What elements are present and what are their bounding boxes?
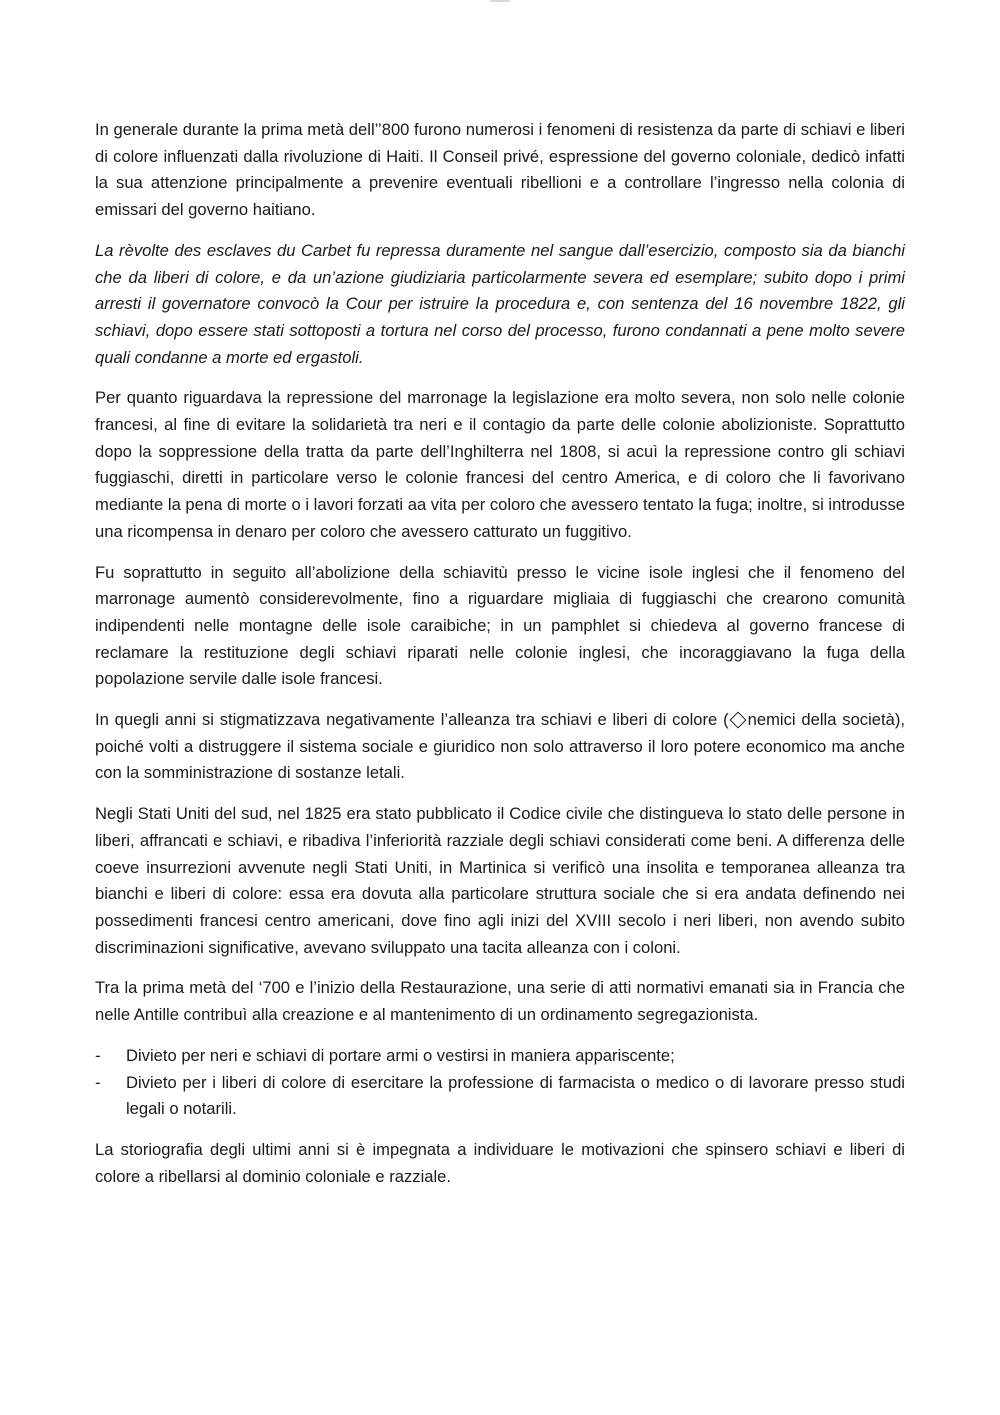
paragraph-carbet-revolt: La rèvolte des esclaves du Carbet fu repressa duramente nel sangue dall’esercizio, composto sia da bianchi che da liberi di colore, e da un’azione giudiziaria particolarmente severa ed esemplare; subito dopo i primi arresti il governatore convocò la Cour per istruire la procedura e, con sentenza del 16 novembre 1822, gli schiavi, dopo essere stati sottoposti a tortura nel corso del processo, furono condannati a pene molto severe quali condanne a morte ed ergastoli. <box>95 240 905 367</box>
list-item <box>95 1070 905 1123</box>
paragraph-alliance-text-end: nemici della società), poiché volti a distruggere il sistema sociale e giuridico non solo attraverso il loro potere economico ma anche con la somministrazione di sostanze letali. <box>95 710 905 783</box>
document-body <box>95 117 905 1204</box>
paragraph-haiti-resistance: In generale durante la prima metà dell’’800 furono numerosi i fenomeni di resistenza da parte di schiavi e liberi di colore influenzati dalla rivoluzione di Haiti. Il Conseil privé, espressione del governo coloniale, dedicò infatti la sua attenzione principalmente a prevenire eventuali ribellioni e a controllare l’ingresso nella colonia di emissari del governo haitiano. <box>95 120 905 220</box>
paragraph-marronage-repression: Per quanto riguardava la repressione del marronage la legislazione era molto severa, non solo nelle colonie francesi, al fine di evitare la solidarietà tra neri e il contagio da parte delle colonie abolizioniste. Soprattutto dopo la soppressione della tratta da parte dell’Inghilterra nel 1808, si acuì la repressione contro gli schiavi fuggiaschi, diretti in particolare verso le colonie francesi del centro America, e di coloro che li favorivano mediante la pena di morte o i lavori forzati aa vita per coloro che avessero tentato la fuga; inoltre, si introdusse una ricompensa in denaro per coloro che avessero catturato un fuggitivo. <box>95 388 905 541</box>
list-item <box>95 1043 905 1070</box>
prohibitions-list <box>95 1043 905 1123</box>
list-item-text: Divieto per i liberi di colore di esercitare la professione di farmacista o medico o di lavorare presso studi legali o notarili. <box>126 1072 905 1119</box>
paragraph-historiography: La storiografia degli ultimi anni si è impegnata a individuare le motivazioni che spinsero schiavi e liberi di colore a ribellarsi al dominio coloniale e razziale. <box>95 1139 905 1186</box>
header-mark <box>490 0 510 2</box>
bullet-dash: - <box>95 1045 101 1065</box>
list-item-text: Divieto per neri e schiavi di portare armi o vestirsi in maniera appariscente; <box>126 1045 675 1065</box>
paragraph-alliance-text-start: In quegli anni si stigmatizzava negativamente l’alleanza tra schiavi e liberi di colore ( <box>95 710 729 730</box>
bullet-dash: - <box>95 1072 101 1092</box>
paragraph-alliance-stigma <box>95 707 905 787</box>
paragraph-marronage-increase: Fu soprattutto in seguito all’abolizione della schiavitù presso le vicine isole inglesi che il fenomeno del marronage aumentò considerevolmente, fino a riguardare migliaia di fuggiaschi che crearono comunità indipendenti nelle montagne delle isole caraibiche; in un pamphlet si chiedeva al governo francese di reclamare la restituzione degli schiavi riparati nelle colonie inglesi, che incoraggiavano la fuga della popolazione servile dalle isole francesi. <box>95 562 905 689</box>
paragraph-us-civil-code: Negli Stati Uniti del sud, nel 1825 era stato pubblicato il Codice civile che distingueva lo stato delle persone in liberi, affrancati e schiavi, e ribadiva l’inferiorità razziale degli schiavi considerati come beni. A differenza delle coeve insurrezioni avvenute negli Stati Uniti, in Martinica si verificò una insolita e temporanea alleanza tra bianchi e liberi di colore: essa era dovuta alla particolare struttura sociale che si era andata definendo nei possedimenti francesi centro americani, dove fino agli inizi del XVIII secolo i neri liberi, non avendo subito discriminazioni significative, avevano sviluppato una tacita alleanza con i coloni. <box>95 804 905 957</box>
paragraph-segregation-acts: Tra la prima metà del ‘700 e l’inizio della Restaurazione, una serie di atti normativi emanati sia in Francia che nelle Antille contribuì alla creazione e al mantenimento di un ordinamento segregazionista. <box>95 978 905 1025</box>
diamond-icon <box>729 712 746 729</box>
